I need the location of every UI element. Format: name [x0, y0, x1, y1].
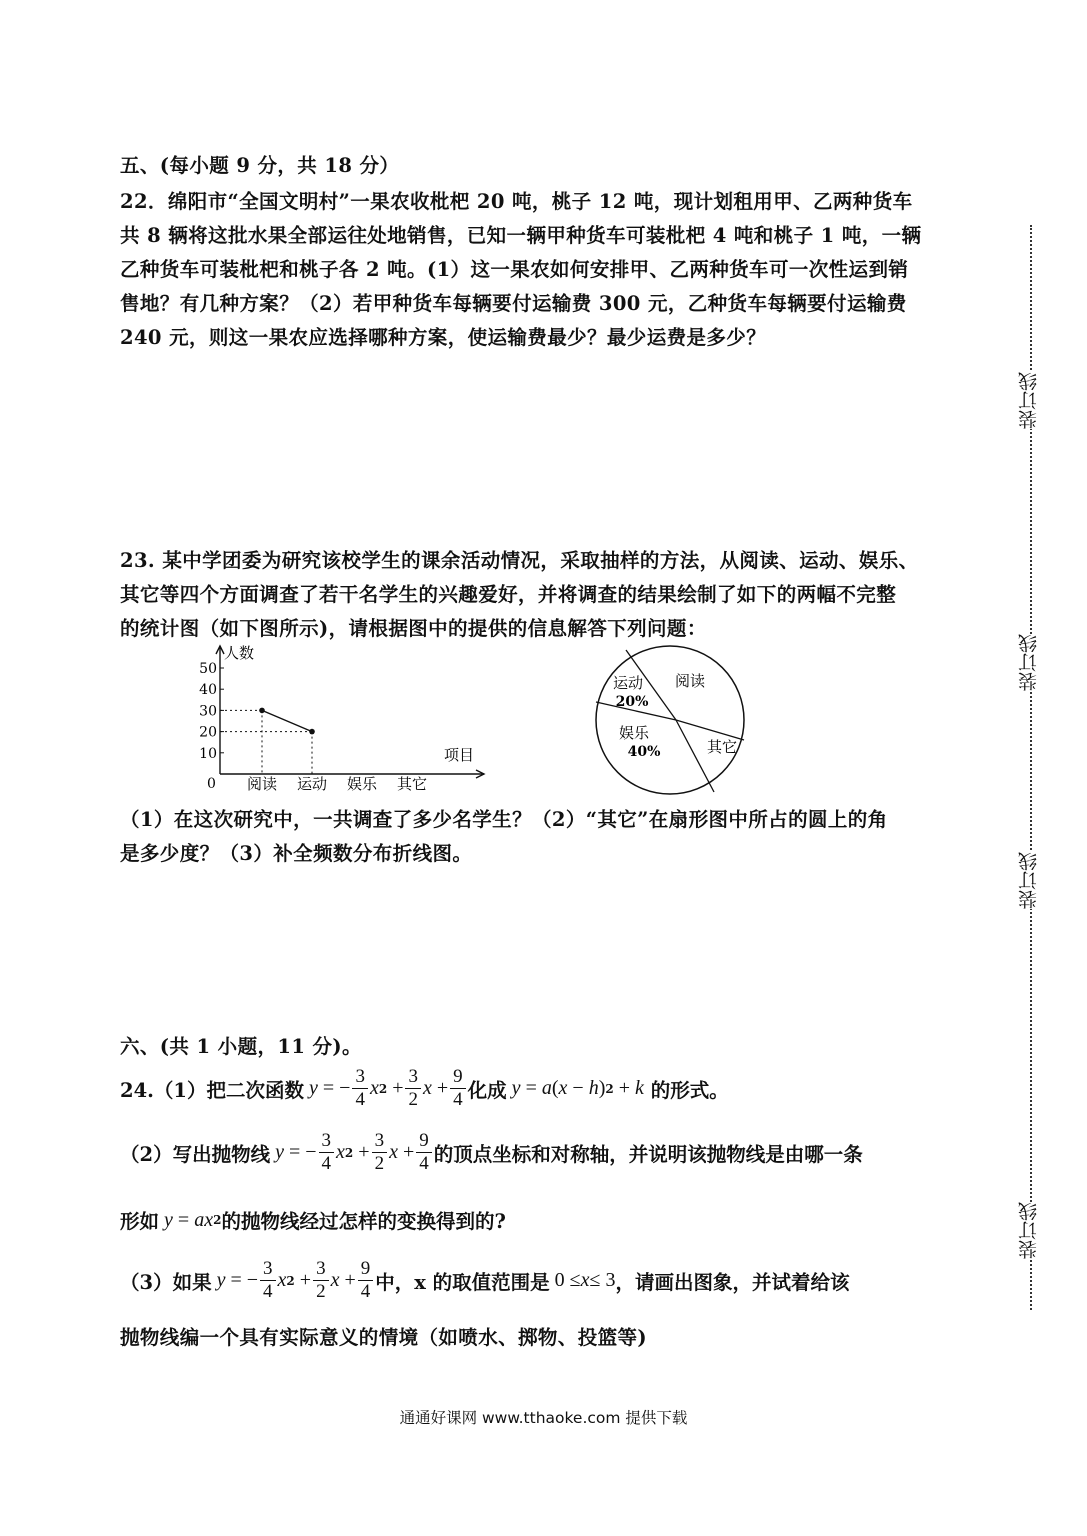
section5-heading: 五、(每小题 9 分，共 18 分）	[120, 154, 400, 177]
q23-line-3: 的统计图（如下图所示)，请根据图中的提供的信息解答下列问题：	[120, 617, 707, 640]
q23-line-1: 23. 某中学团委为研究该校学生的课余活动情况，采取抽样的方法，从阅读、运动、娱乐、	[120, 549, 919, 572]
y-tick-label: 50	[199, 661, 217, 677]
line-chart	[180, 638, 500, 798]
q23-question-2: 是多少度？（3）补全频数分布折线图。	[120, 842, 473, 865]
y-tick-label: 10	[199, 745, 217, 762]
pie-outline	[596, 646, 744, 794]
pie-slice-percent: 40%	[627, 744, 661, 760]
pie-slice-label: 运动	[612, 674, 644, 692]
x-tick-label: 阅读	[246, 775, 278, 793]
y-tick-label: 40	[199, 682, 217, 699]
x-tick-label: 其它	[396, 775, 428, 793]
origin-label: 0	[207, 776, 216, 792]
x-tick-label: 娱乐	[346, 775, 378, 793]
q24-part1: 24.（1）把二次函数 y = − $\frac{3}{4}$ x 2 + $\frac{3}{2}$ x + $\frac{9}{4}$ 化成 y = a ( x − h ) 2 + k 的形式。	[120, 1066, 729, 1110]
section6-heading: 六、(共 1 小题，11 分)。	[120, 1035, 362, 1058]
q23-question-1: （1）在这次研究中，一共调查了多少名学生？（2）“其它”在扇形图中所占的圆上的角	[120, 808, 888, 831]
pie-divider	[676, 720, 744, 740]
x-tick-label: 运动	[296, 775, 328, 793]
pie-slice-label: 其它	[706, 738, 738, 756]
pie-slice-percent: 20%	[615, 694, 649, 710]
q23-line-2: 其它等四个方面调查了若干名学生的兴趣爱好，并将调查的结果绘制了如下的两幅不完整	[120, 583, 897, 606]
q24-part2: （2）写出抛物线 y = − $\frac{3}{4}$ x 2 + $\frac{3}{2}$ x + $\frac{9}{4}$ 的顶点坐标和对称轴，并说明该抛物线是由哪一条	[120, 1130, 863, 1174]
binding-label-2: 装订线	[1018, 634, 1040, 691]
data-point	[309, 729, 315, 735]
y-axis-label: 人数	[224, 644, 255, 662]
pie-chart	[590, 640, 750, 800]
pie-slice-label: 娱乐	[618, 724, 650, 742]
q24-part3: （3）如果 y = − $\frac{3}{4}$ x 2 + $\frac{3}{2}$ x + $\frac{9}{4}$ 中，x 的取值范围是 0 ≤ x ≤ 3 ，请画出图象，并试着给该	[120, 1258, 850, 1302]
footer: 通通好课网 www.tthaoke.com 提供下载	[399, 1409, 688, 1427]
q22-line-1: 22．绵阳市“全国文明村”一果农收枇杷 20 吨，桃子 12 吨，现计划租用甲、乙两种货车	[120, 190, 913, 213]
x-axis-label: 项目	[444, 746, 475, 764]
data-point	[259, 708, 265, 714]
q22-line-4: 售地？有几种方案？（2）若甲种货车每辆要付运输费 300 元，乙种货车每辆要付运输费	[120, 292, 907, 315]
y-tick-label: 20	[199, 724, 217, 741]
binding-label-4: 装订线	[1018, 1202, 1040, 1259]
binding-label-1: 装订线	[1018, 372, 1040, 429]
y-tick-label: 30	[199, 703, 217, 720]
pie-slice-label: 阅读	[674, 672, 706, 690]
series-line	[262, 710, 312, 731]
q22-line-5: 240 元，则这一果农应选择哪种方案，使运输费最少？最少运费是多少？	[120, 326, 767, 349]
q22-line-2: 共 8 辆将这批水果全部运往处地销售，已知一辆甲种货车可装枇杷 4 吨和桃子 1 吨，一辆	[120, 224, 922, 247]
pie-divider	[676, 720, 714, 792]
binding-label-3: 装订线	[1018, 852, 1040, 909]
q24-part3b: 抛物线编一个具有实际意义的情境（如喷水、掷物、投篮等)	[120, 1326, 648, 1349]
q22-line-3: 乙种货车可装枇杷和桃子各 2 吨。(1）这一果农如何安排甲、乙两种货车可一次性运到销	[120, 258, 909, 281]
q24-part2b: 形如 y = ax 2 的抛物线经过怎样的变换得到的?	[120, 1208, 506, 1233]
